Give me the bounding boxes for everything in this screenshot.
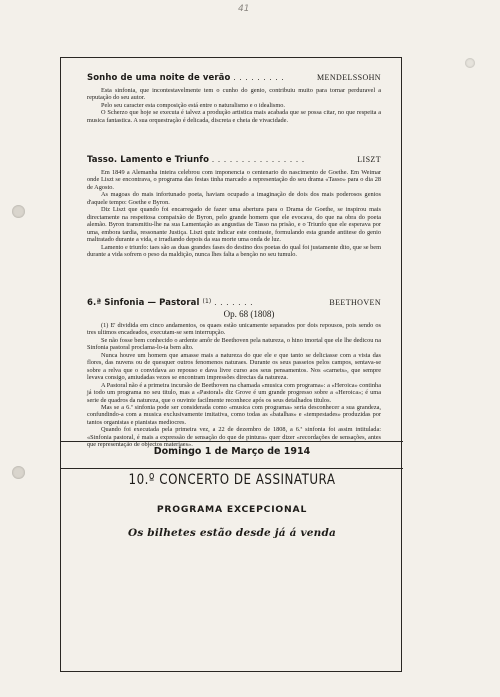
composer-name: BEETHOVEN: [329, 298, 381, 307]
paragraph: Pelo seu caracter esta composição está entre o naturalismo e o idealismo.: [101, 101, 285, 109]
section-mendelssohn: [87, 73, 381, 124]
section-liszt: [87, 155, 381, 258]
program-subtitle: PROGRAMA EXCEPCIONAL: [156, 504, 308, 515]
paragraph: Lamento e triunfo: taes são as duas grandes fases do destino dos poetas do qual foi justamente dito, que se bem durante a vida sofrem o peso da maldição, nunca lhes falta a benção no seu tumulo.: [87, 243, 381, 258]
paragraph: Em 1849 a Alemanha inteira celebrou com imponencia o centenario do nascimento de Goethe. Em Weimar onde Liszt se encontrava, o programa das festas tinha marcado a representação do seu drama «Tasso» para o dia 28 de Agosto.: [87, 169, 381, 191]
punch-hole: [465, 58, 475, 68]
composer-name: LISZT: [357, 155, 381, 164]
footnote-marker: (1): [202, 298, 212, 305]
paragraph: Diz Liszt que quando foi encarregado de fazer uma abertura para o Drama de Goethe, se inspirou mais directamente na respeitosa compaixão de Byron, pelo grande homem que ele evocava, do que na obra do poeta alemão. Byron transmitiu-lhe na sua Lamentação as angustias de Tasso na prisão, e o Triunfo que ele esperava por uma, embora tardia, ressonante Justiça. Liszt quiz indicar este contraste, formulando esta grande antitese do genio maltratado durante a vida, e irradiando depois da sua morte uma onda de luz.: [87, 206, 381, 244]
composer-name: MENDELSSOHN: [317, 73, 381, 82]
tickets-notice: Os bilhetes estão desde já á venda: [127, 527, 337, 539]
paragraph: A Pastoral não é a primeira incursão de Beethoven na chamada «musica com programa»: a «Heroica» continha já todo um programa no seu titulo, mas a «Pastoral» diz Grove é um grande progresso sobre a «Heroica»; é uma serie de quadros da natureza, que o ouvinte facilmente reconhece após os seus detalhados titulos.: [87, 381, 381, 404]
leader-dots: . . . . . . .: [214, 298, 254, 307]
piece-title: Tasso. Lamento e Triunfo: [87, 155, 210, 165]
piece-title: Sonho de uma noite de verão: [87, 73, 231, 83]
pencil-page-mark: 41: [238, 4, 250, 14]
leader-dots: . . . . . . . . . . . . . . . .: [212, 155, 306, 164]
section-heading: [87, 155, 381, 165]
section-heading: [87, 298, 381, 308]
divider-rule: [61, 468, 403, 469]
paragraph: Nunca houve um homem que amasse mais a natureza do que ele e que tanto se deliciasse com a vista das flores, das nuvens ou de quesquer outros fenomenos naturaes. Durante os seus passeios pelos campos, sentava-se sobre a relva que o convidava ao repouso e dava livre curso aos seus pensamentos. Nos «carnets», que sempre levava consigo, amiudadas vezes se encontram impressões directas da natureza.: [87, 351, 381, 382]
divider-rule: [61, 441, 403, 442]
leader-dots: . . . . . . . . .: [233, 73, 285, 82]
section-beethoven: [87, 298, 381, 449]
paragraph: Quando foi executada pela primeira vez, a 22 de dezembro de 1808, a 6.ª sinfonia foi assim intitulada: «Sinfonia pastoral, é mais a expressão de sensação do que de pintura» quer dizer «recordações de sensações, antes que representação de objectos materiaes».: [87, 426, 381, 449]
paragraph: As magoas do mais infortunado poeta, haviam ocupado a imaginação de dois dos mais poderosos genios d'aquele tempo: Goethe e Byron.: [87, 191, 381, 206]
punch-hole: [12, 466, 25, 479]
paragraph: Se não fosse bem conhecido o ardente amôr de Beethoven pela natureza, o hino imortal que ele lhe dedicou na Sinfonia pastoral proclama-lo-ia bem alto.: [87, 336, 381, 352]
footnote: (1) E' dividida em cinco andamentos, os quaes estão unicamente separados por dois repousos, pois sendo os tres ultimos encadeados, executam-se sem interrupção.: [87, 322, 381, 337]
piece-title: 6.ª Sinfonia — Pastoral $^{(1)}$: [87, 298, 212, 308]
concert-title: 10.º CONCERTO DE ASSINATURA: [128, 472, 336, 488]
section-heading: [87, 73, 381, 83]
paragraph: O Scherzo que hoje se executa é talvez a produção artistica mais acabada que se possa citar, no que respeita a musica fantastica. A sua orquestração é delicada, discreta e cheia de vivacidade.: [87, 109, 381, 124]
paragraph: Esta sinfonia, que incontestavelmente tem o cunho do genio, contribuiu muito para tornar perduravel a reputação do seu autor.: [87, 87, 381, 102]
opus-number: Op. 68 (1808): [223, 309, 275, 319]
punch-hole: [12, 205, 25, 218]
paragraph: Mas se a 6.ª sinfonia pode ser considerada como «musica com programa» seria desconhecer a sua grandeza, confundindo-a com a musica exclusivamente imitativa, como todas as «batalhas» e «tempestades» produzidas por tantos organistas e pianistas mediocres.: [87, 403, 381, 426]
program-frame: [60, 57, 402, 672]
concert-date: Domingo 1 de Março de 1914: [153, 446, 311, 457]
